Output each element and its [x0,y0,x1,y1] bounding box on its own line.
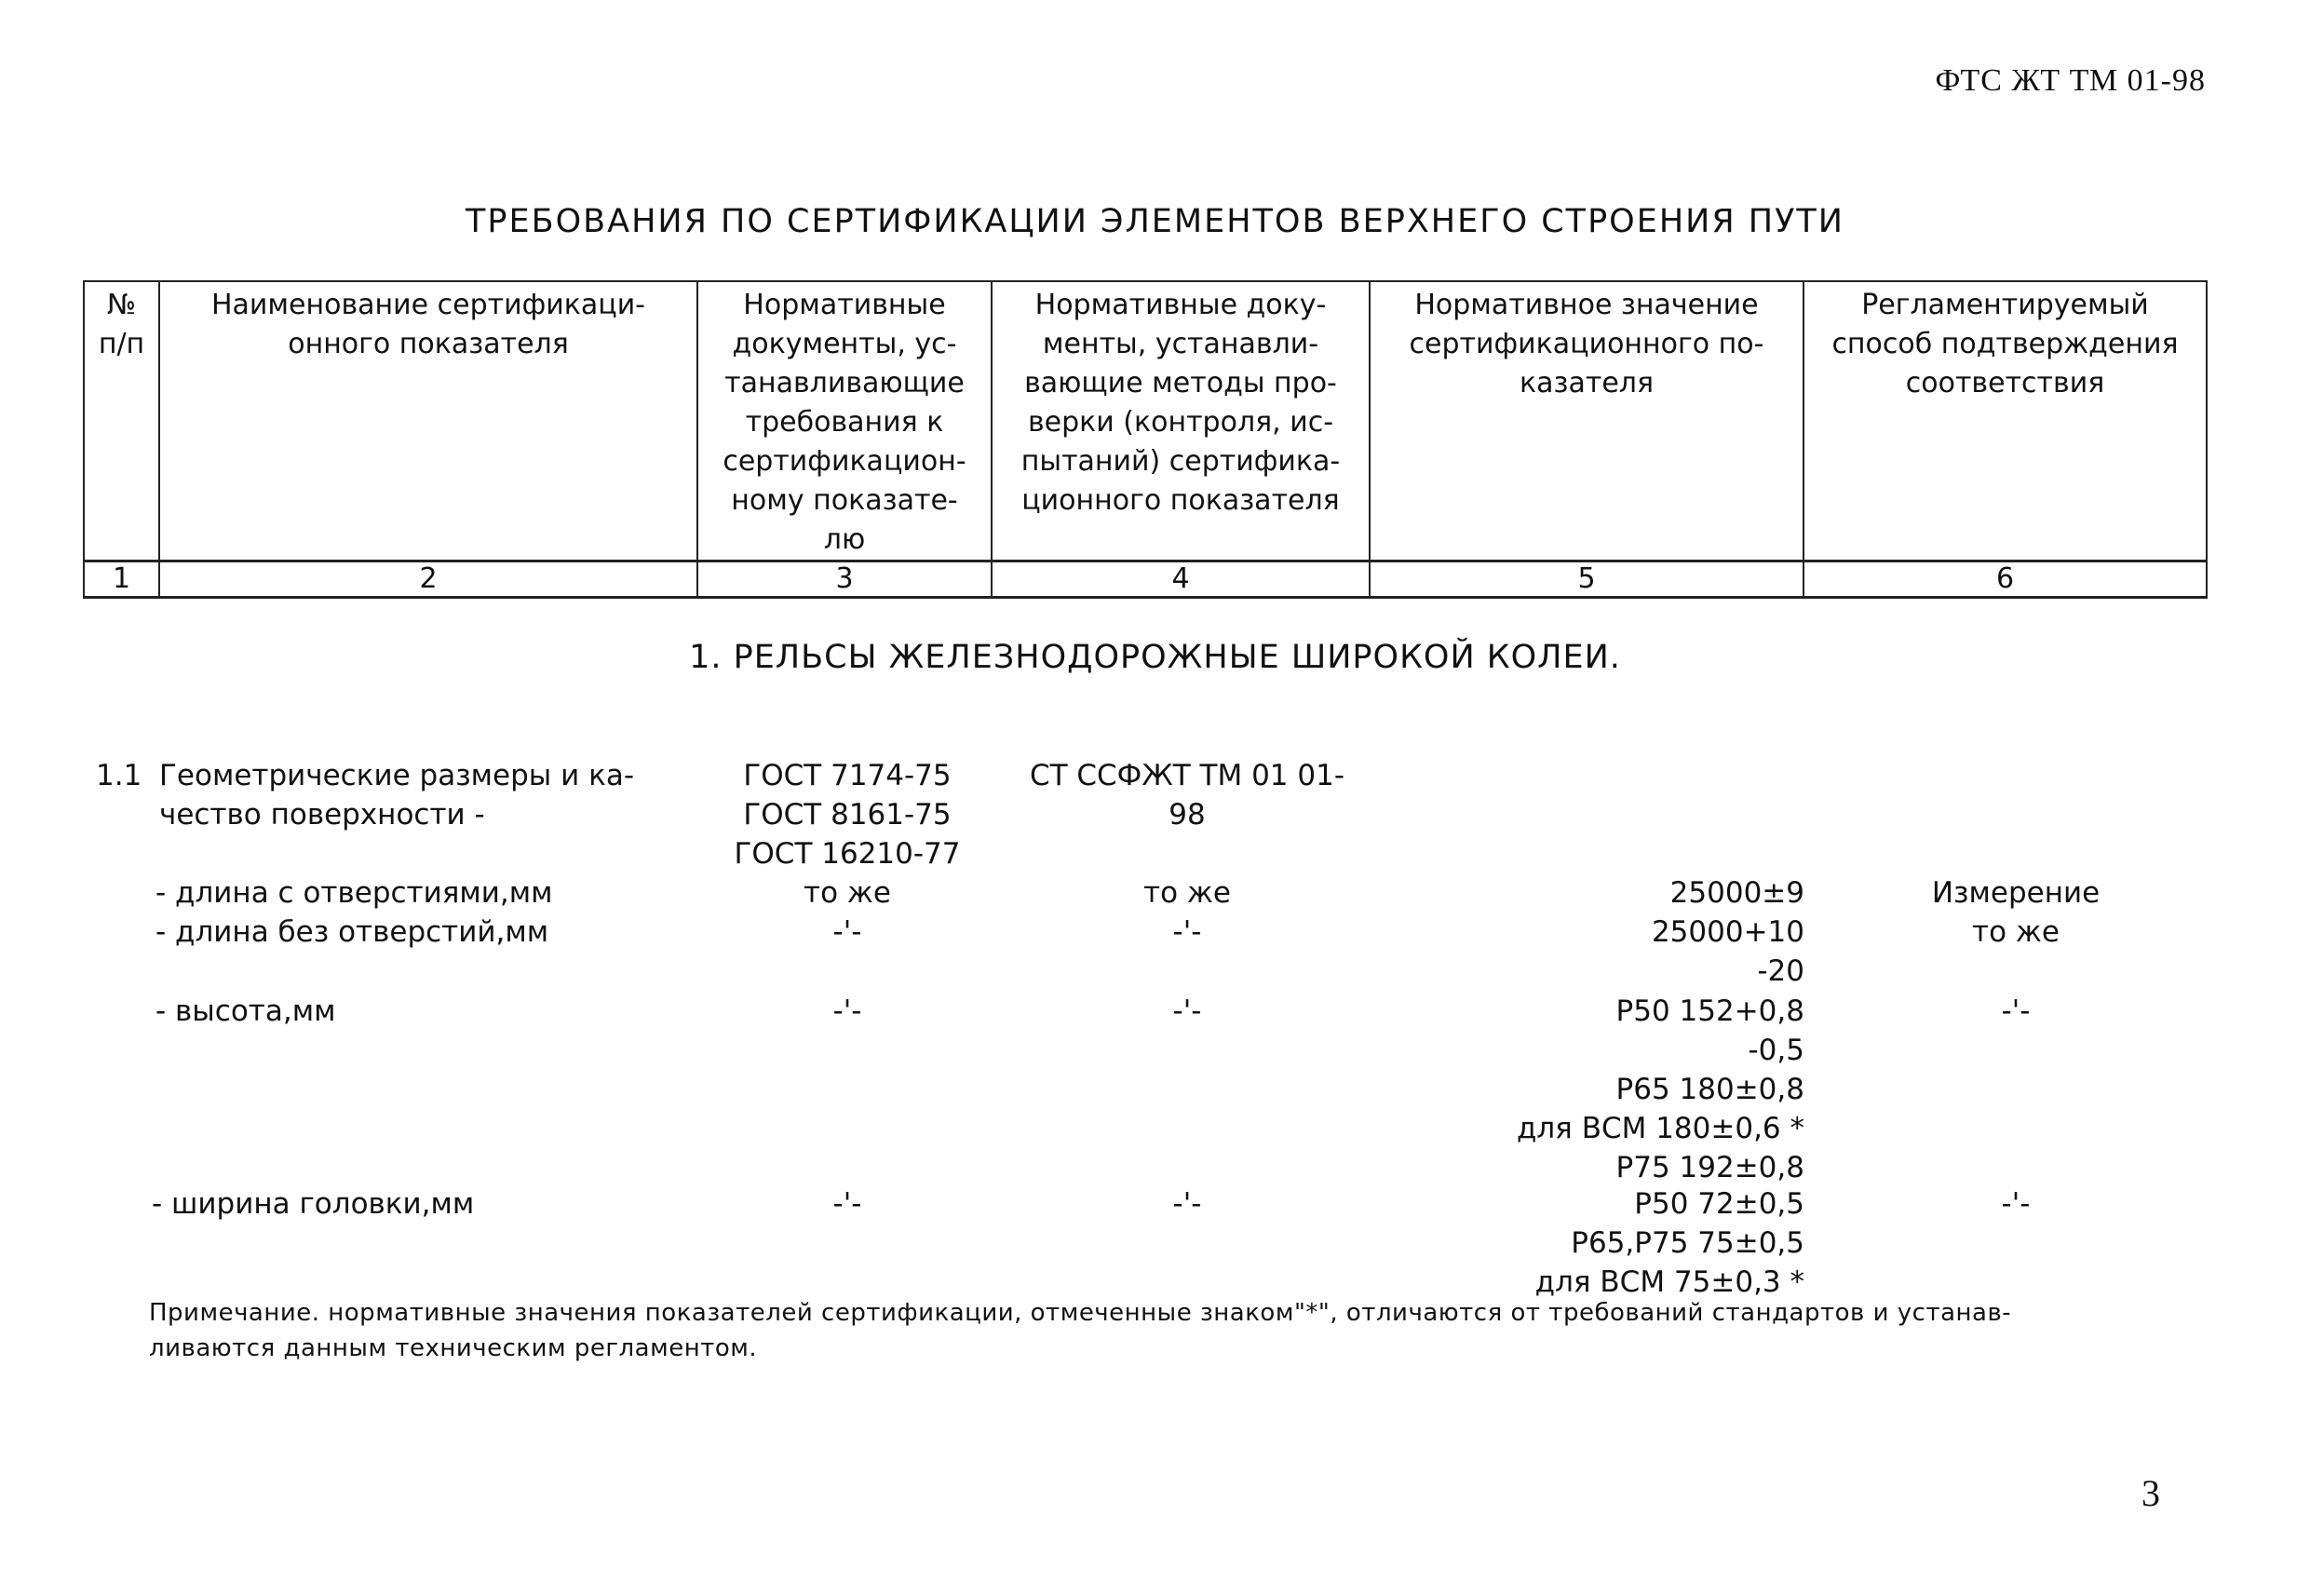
test-method-docs: СТ ССФЖТ ТМ 01 01- 98 [1029,759,1345,832]
column-header-indicator-name: Наименование сертификаци- онного показателя [159,281,697,561]
indicator-name: Геометрические размеры и ка- чество поверхности - [159,759,635,832]
test-method-docs: то же [1143,876,1231,910]
column-header-test-method-docs: Нормативные доку- менты, устанавли- вающие методы про- верки (контроля, ис- пытаний) сертифика- ционного показателя [992,281,1370,561]
confirmation-method: то же [1972,915,2060,949]
test-method-docs: -'- [1172,915,1202,949]
normative-value: Р50 152+0,8 -0,5 Р65 180±0,8 для ВСМ 180±0,6 * Р75 192±0,8 [1516,994,1804,1184]
column-number: 4 [992,561,1370,598]
requirements-table-header [83,280,2208,599]
confirmation-method: -'- [2001,1187,2031,1221]
normative-value: 25000+10 -20 [1651,915,1804,988]
indicator-name: - высота,мм [155,994,336,1028]
document-code: ФТС ЖТ ТМ 01-98 [1935,63,2206,98]
requirement-docs: то же [804,876,891,910]
column-number: 6 [1803,561,2207,598]
footnote: Примечание. нормативные значения показателей сертификации, отмеченные знаком"*", отличаются от требований стандартов и устанав- ливаются данным техническим регламентом. [149,1299,2012,1362]
normative-value: 25000±9 [1669,876,1804,910]
column-numbers-row [84,561,2207,598]
column-number: 1 [84,561,159,598]
requirement-docs: -'- [832,915,862,949]
requirement-docs: ГОСТ 7174-75 ГОСТ 8161-75 ГОСТ 16210-77 [734,759,961,871]
page-title: ТРЕБОВАНИЯ ПО СЕРТИФИКАЦИИ ЭЛЕМЕНТОВ ВЕРХНЕГО СТРОЕНИЯ ПУТИ [465,203,1844,240]
page-number: 3 [2141,1472,2160,1514]
row-number: 1.1 [96,759,142,792]
normative-value: Р50 72±0,5 Р65,Р75 75±0,5 для ВСМ 75±0,3 * [1534,1187,1804,1299]
column-number: 5 [1370,561,1803,598]
test-method-docs: -'- [1172,1187,1202,1221]
indicator-name: - длина с отверстиями,мм [155,876,553,910]
requirement-docs: -'- [832,994,862,1028]
test-method-docs: -'- [1172,994,1202,1028]
confirmation-method: -'- [2001,994,2031,1028]
confirmation-method: Измерение [1931,876,2101,910]
column-header-requirement-docs: Нормативные документы, ус- танавливающие требования к сертификацион- ному показате- лю [697,281,992,561]
column-header-normative-value: Нормативное значение сертификационного по- казателя [1370,281,1803,561]
section-title: 1. РЕЛЬСЫ ЖЕЛЕЗНОДОРОЖНЫЕ ШИРОКОЙ КОЛЕИ. [689,639,1621,676]
column-headers-row [84,281,2207,561]
indicator-name: - ширина головки,мм [152,1187,475,1221]
indicator-name: - длина без отверстий,мм [155,915,549,949]
column-number: 2 [159,561,697,598]
column-header-number: № п/п [84,281,159,561]
column-number: 3 [697,561,992,598]
requirement-docs: -'- [832,1187,862,1221]
column-header-confirmation-method: Регламентируемый способ подтверждения соответствия [1803,281,2207,561]
